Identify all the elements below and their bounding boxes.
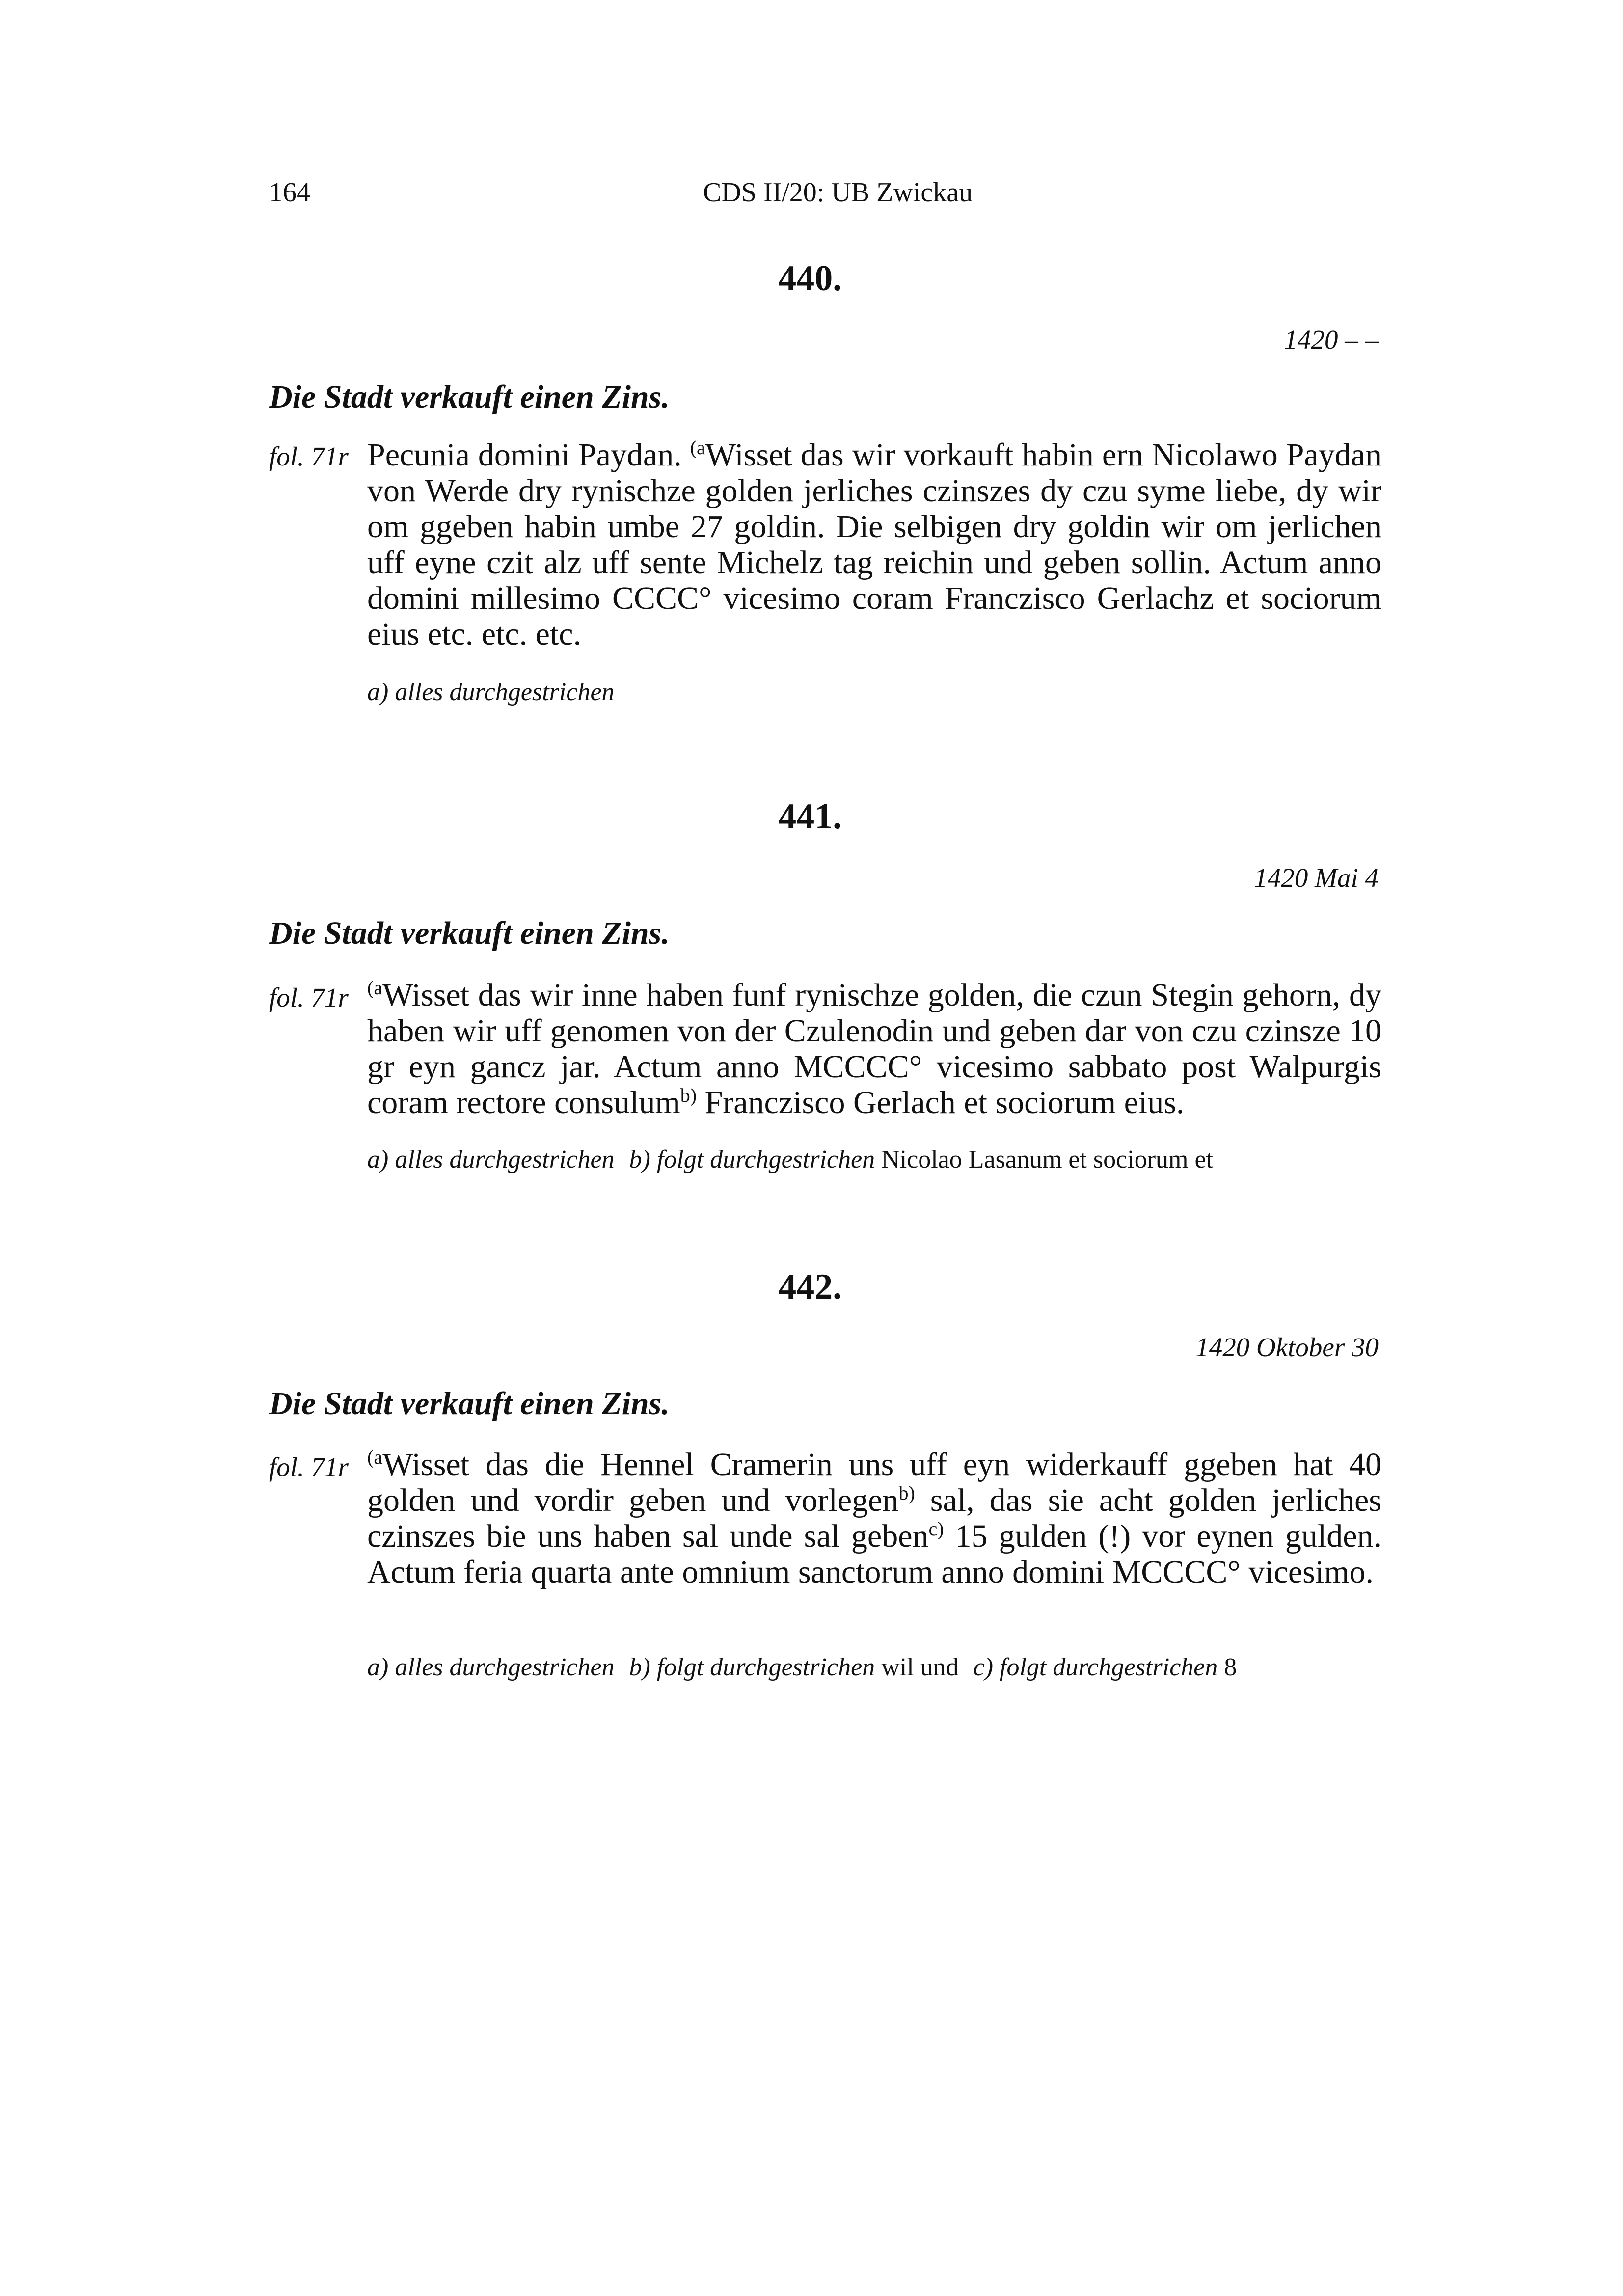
folio-reference: fol. 71r: [269, 1452, 349, 1482]
document-number: 441.: [778, 796, 842, 837]
footnote-apparatus: [367, 1655, 1237, 1680]
note-marker: (a: [367, 977, 383, 999]
footnote-b-text: Nicolao Lasanum et sociorum et: [881, 1146, 1213, 1174]
footnote-apparatus: [367, 1147, 1213, 1173]
note-marker: (a: [690, 437, 705, 459]
document-text: Pecunia domini Paydan. $^{(a}$Wisset das wir vorkauft habin ern Nicolawo Paydan von Werde dry rynischze golden jerliches czinszes dy czu syme liebe, dy wir om ggeben habin umbe 27 goldin. Die selbigen dry goldin wir om jerlichen uff eyne czit alz uff sente Michelz tag reichin und geben sollin. Actum anno domini millesimo CCCC° vicesimo coram Franczisco Gerlachz et sociorum eius etc. etc. etc.: [367, 437, 1381, 652]
document-date: 1420 Oktober 30: [1195, 1332, 1379, 1362]
document-date: 1420 – –: [1284, 325, 1379, 355]
footnote-a: a) alles durchgestrichen: [367, 1653, 615, 1681]
note-marker: b): [680, 1084, 697, 1106]
note-marker: c): [928, 1518, 944, 1540]
regest-heading: Die Stadt verkauft einen Zins.: [269, 915, 670, 951]
folio-reference: fol. 71r: [269, 983, 349, 1012]
footnote-c-text: 8: [1224, 1653, 1237, 1681]
footnote-apparatus: [367, 680, 615, 705]
regest-heading: Die Stadt verkauft einen Zins.: [269, 1386, 670, 1421]
running-title: CDS II/20: UB Zwickau: [703, 177, 973, 208]
document-date: 1420 Mai 4: [1254, 863, 1379, 893]
note-marker: (a: [367, 1446, 383, 1468]
footnote-a: a) alles durchgestrichen: [367, 1146, 615, 1174]
document-text: $^{(a}$Wisset das die Hennel Cramerin uns uff eyn widerkauff ggeben hat 40 golden und vordir geben und vorlegen$^{b)}$ sal, das sie acht golden jerliches czinszes bie uns haben sal unde sal geben$^{c)}$ 15 gulden (!) vor eynen gulden. Actum feria quarta ante omnium sanctorum anno domini MCCCC° vicesimo.: [367, 1446, 1381, 1590]
document-number: 442.: [778, 1267, 842, 1307]
footnote-a: a) alles durchgestrichen: [367, 678, 615, 706]
footnote-b-label: b) folgt durchgestrichen: [629, 1146, 875, 1174]
footnote-b-label: b) folgt durchgestrichen: [629, 1653, 875, 1681]
note-marker: b): [898, 1482, 915, 1504]
regest-heading: Die Stadt verkauft einen Zins.: [269, 379, 670, 415]
folio-reference: fol. 71r: [269, 441, 349, 471]
document-number: 440.: [778, 258, 842, 299]
footnote-c-label: c) folgt durchgestrichen: [973, 1653, 1218, 1681]
footnote-b-text: wil und: [881, 1653, 959, 1681]
document-text: $^{(a}$Wisset das wir inne haben funf rynischze golden, die czun Stegin gehorn, dy haben wir uff genomen von der Czulenodin und geben dar von czu czinsze 10 gr eyn gancz jar. Actum anno MCCCC° vicesimo sabbato post Walpurgis coram rectore consulum$^{b)}$ Franczisco Gerlach et sociorum eius.: [367, 977, 1381, 1121]
page-number: 164: [269, 177, 310, 208]
